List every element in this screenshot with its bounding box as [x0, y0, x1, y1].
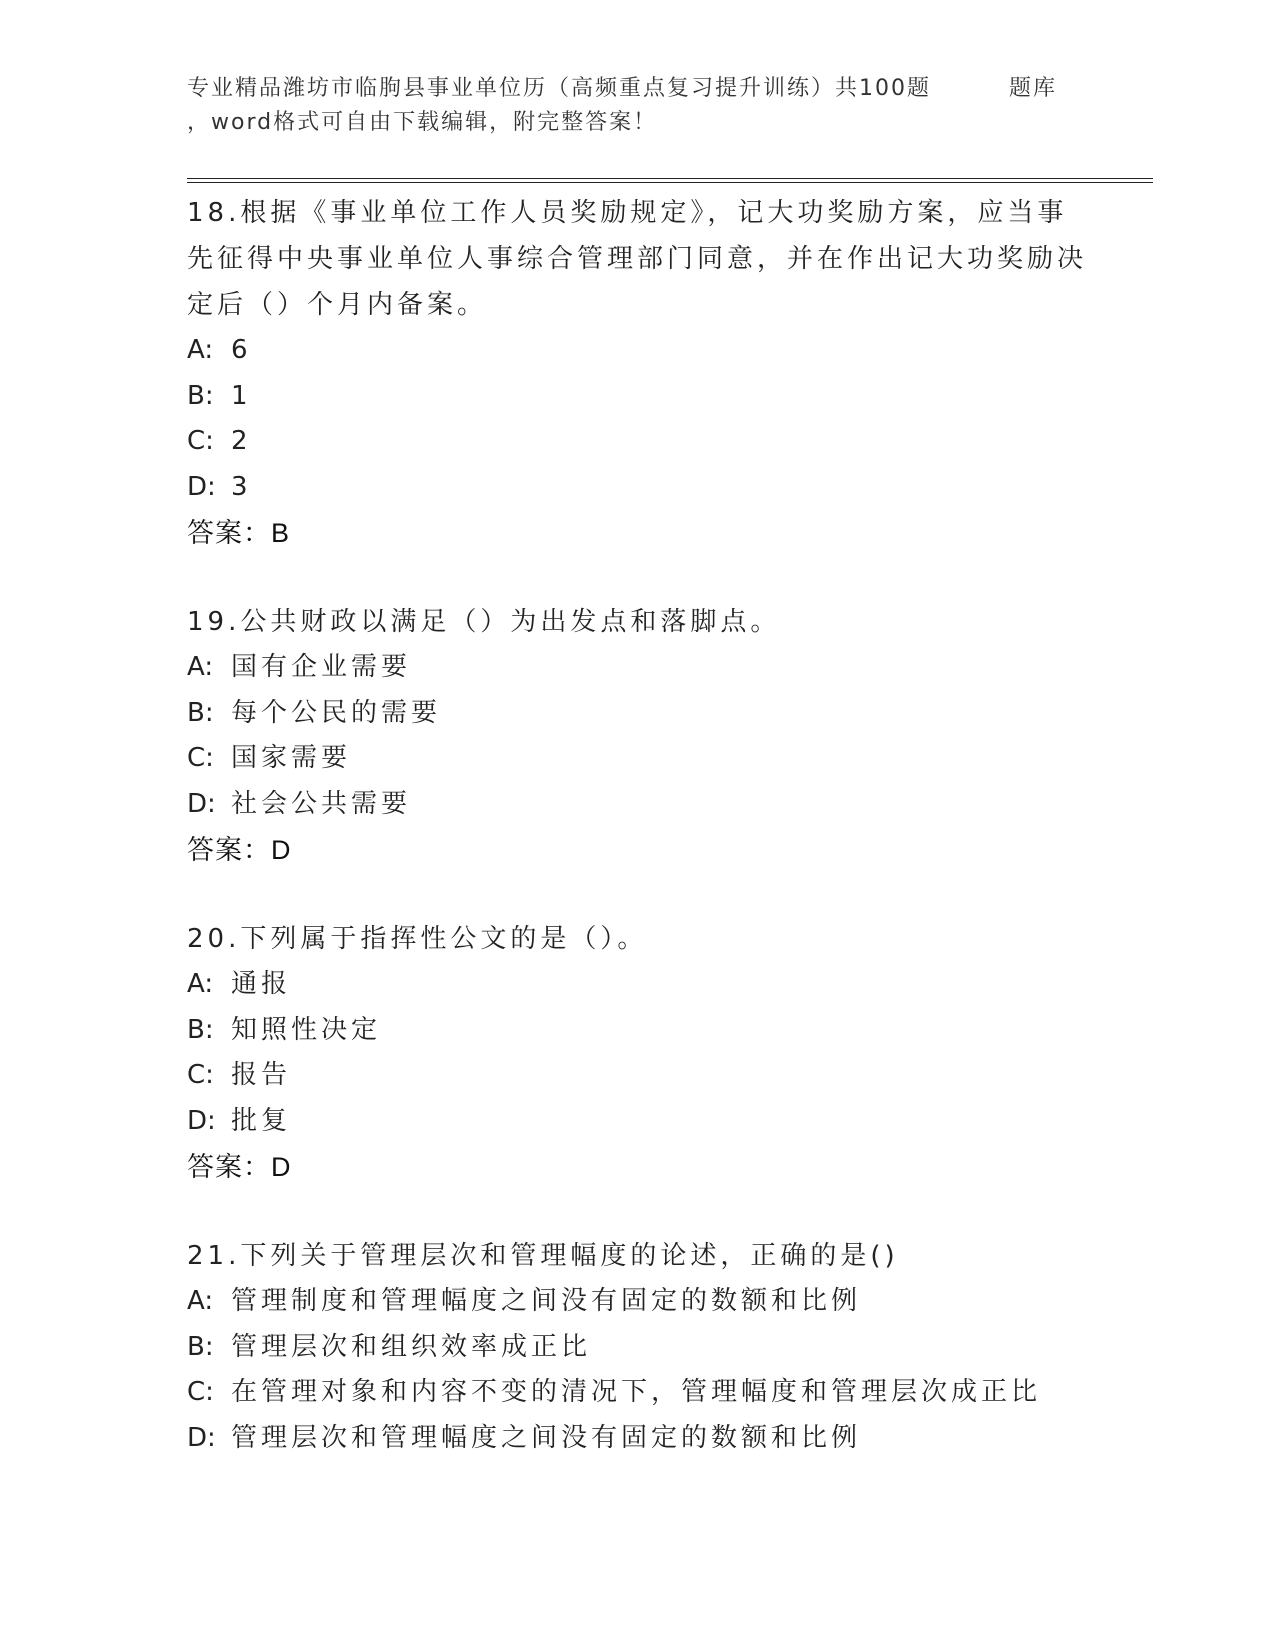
option-label: C:	[187, 743, 214, 773]
option-label: C:	[187, 1060, 214, 1090]
option-d	[187, 1416, 1087, 1462]
document-tag: 题库	[1009, 76, 1058, 101]
option-d	[187, 782, 1087, 828]
option-label: C:	[187, 426, 214, 456]
document-title: 专业精品潍坊市临朐县事业单位历（高频重点复习提升训练）共100题	[187, 76, 931, 101]
option-label: B:	[187, 1331, 214, 1362]
option-c	[187, 736, 1087, 782]
option-text: 通报	[231, 969, 292, 999]
option-text: 6	[231, 335, 252, 365]
option-text: 社会公共需要	[231, 788, 412, 819]
question-item	[187, 1233, 1087, 1461]
option-text: 国有企业需要	[231, 652, 412, 682]
option-text: 批复	[231, 1105, 292, 1136]
option-c	[187, 1370, 1087, 1416]
option-a	[187, 962, 1087, 1008]
question-text: 21.下列关于管理层次和管理幅度的论述，正确的是()	[187, 1241, 899, 1271]
option-text: 知照性决定	[231, 1014, 382, 1045]
option-label: D:	[187, 471, 216, 502]
option-label: A:	[187, 969, 214, 999]
option-label: A:	[187, 1286, 214, 1316]
option-label: B:	[187, 697, 214, 728]
option-label: D:	[187, 1422, 216, 1453]
question-text: 19.公共财政以满足（）为出发点和落脚点。	[187, 607, 781, 637]
page-header	[187, 72, 1087, 140]
option-label: A:	[187, 335, 214, 365]
option-b	[187, 1325, 1087, 1371]
option-label: D:	[187, 1105, 216, 1136]
question-item	[187, 916, 1087, 1190]
header-line	[187, 72, 1087, 106]
option-label: C:	[187, 1377, 214, 1407]
option-text: 3	[231, 471, 252, 502]
option-label: A:	[187, 652, 214, 682]
answer-text: 答案：B	[187, 518, 291, 548]
option-a	[187, 1279, 1087, 1325]
option-text: 报告	[231, 1060, 292, 1090]
option-text: 1	[231, 380, 252, 411]
option-b	[187, 691, 1087, 737]
header-divider-top	[187, 178, 1153, 179]
option-d	[187, 1099, 1087, 1145]
option-text: 管理层次和组织效率成正比	[231, 1331, 592, 1362]
option-text: 2	[231, 426, 252, 456]
answer-text: 答案：D	[187, 1152, 292, 1182]
option-a	[187, 328, 1087, 374]
option-text: 每个公民的需要	[231, 697, 442, 728]
question-list	[187, 190, 1087, 1504]
option-text: 管理层次和管理幅度之间没有固定的数额和比例	[231, 1422, 862, 1453]
option-b	[187, 374, 1087, 420]
document-subtitle: ，word格式可自由下载编辑，附完整答案！	[187, 110, 658, 135]
option-label: B:	[187, 380, 214, 411]
option-label: B:	[187, 1014, 214, 1045]
answer-text: 答案：D	[187, 835, 292, 865]
question-item	[187, 190, 1087, 556]
question-text: 18.根据《事业单位工作人员奖励规定》，记大功奖励方案，应当事先征得中央事业单位人事综合管理部门同意，并在作出记大功奖励决定后（）个月内备案。	[187, 198, 1088, 320]
option-a	[187, 645, 1087, 691]
question-text: 20.下列属于指挥性公文的是（）。	[187, 924, 648, 954]
question-item	[187, 599, 1087, 873]
option-c	[187, 1053, 1087, 1099]
option-text: 在管理对象和内容不变的清况下，管理幅度和管理层次成正比	[231, 1377, 1042, 1407]
option-text: 管理制度和管理幅度之间没有固定的数额和比例	[231, 1286, 862, 1316]
option-label: D:	[187, 788, 216, 819]
option-b	[187, 1008, 1087, 1054]
header-divider-bottom	[187, 182, 1153, 183]
option-text: 国家需要	[231, 743, 352, 773]
option-d	[187, 465, 1087, 511]
option-c	[187, 419, 1087, 465]
